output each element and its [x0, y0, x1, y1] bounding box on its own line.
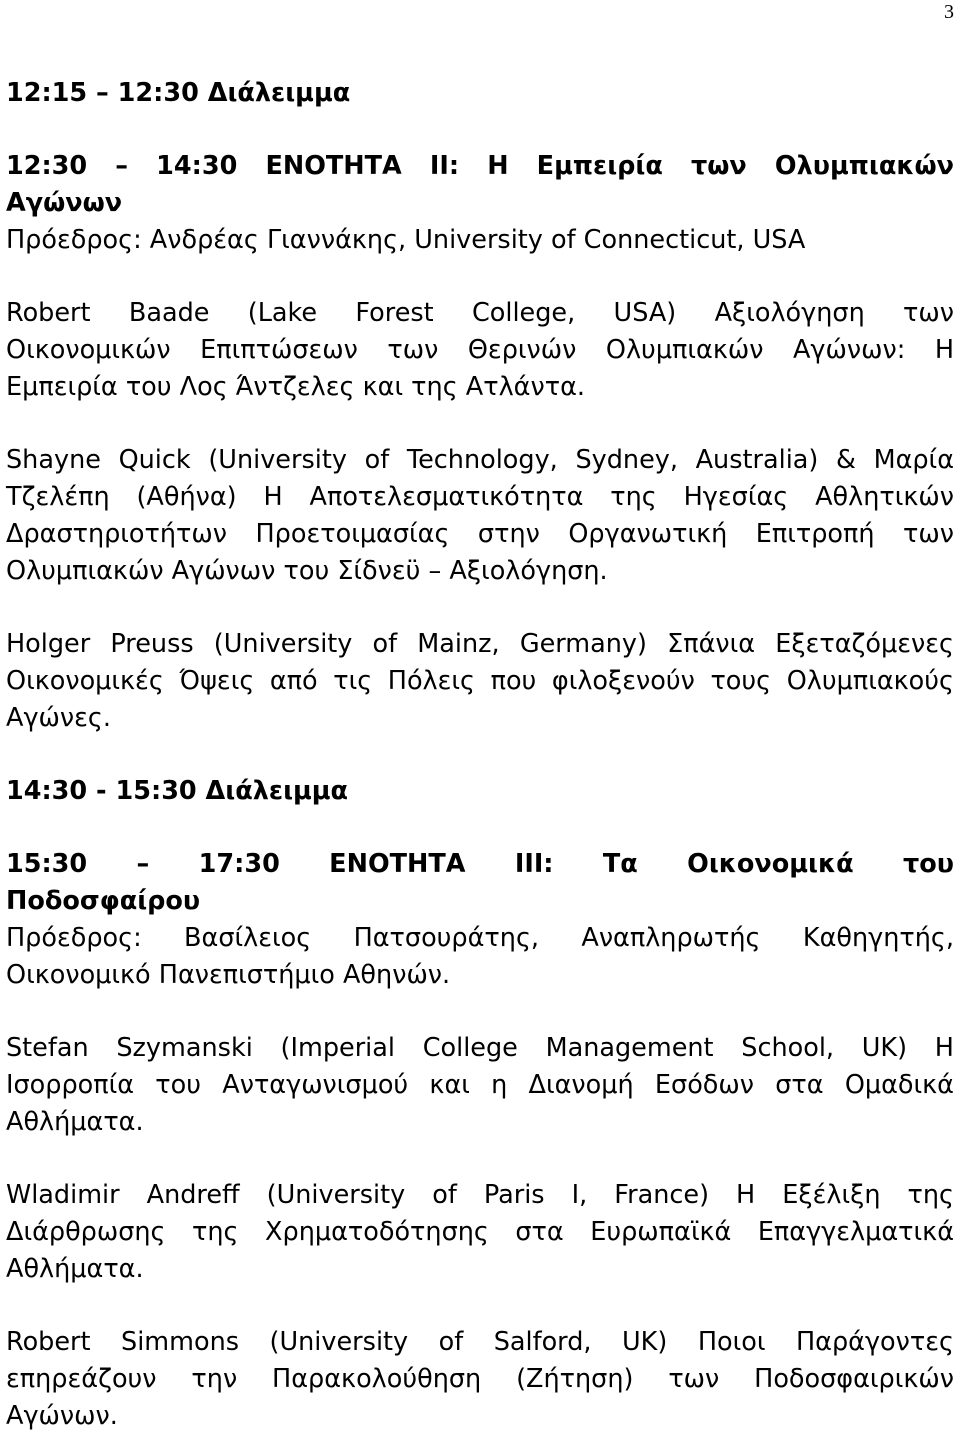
session-3-title-line-2: Ποδοσφαίρου — [6, 886, 201, 916]
session-2-title-line-2: Αγώνων — [6, 188, 123, 218]
session-2 — [6, 148, 954, 259]
paper-line: Wladimir Andreff (University of Paris I, France) Η Εξέλιξη της — [6, 1180, 954, 1210]
paper-line: Εμπειρία του Λος Άντζελες και της Ατλάντα. — [6, 372, 585, 402]
paper-simmons — [6, 1324, 954, 1435]
paper-line: Robert Simmons (University of Salford, UK) Ποιοι Παράγοντες — [6, 1327, 954, 1357]
page-number: 3 — [944, 1, 954, 23]
paper-baade — [6, 295, 954, 406]
program-content — [6, 75, 954, 1435]
paper-line: Αθλήματα. — [6, 1107, 144, 1137]
session-2-chair: Πρόεδρος: Ανδρέας Γιαννάκης, University of Connecticut, USA — [6, 225, 806, 255]
paper-line: Αθλήματα. — [6, 1254, 144, 1284]
paper-line: Holger Preuss (University of Mainz, Germany) Σπάνια Εξεταζόμενες — [6, 629, 954, 659]
paper-line: Αγώνες. — [6, 703, 111, 733]
paper-line: Ολυμπιακών Αγώνων του Σίδνεϋ – Αξιολόγηση. — [6, 556, 608, 586]
paper-line: Οικονομικών Επιπτώσεων των Θερινών Ολυμπιακών Αγώνων: Η — [6, 335, 954, 365]
paper-line: επηρεάζουν την Παρακολούθηση (Ζήτηση) των Ποδοσφαιρικών — [6, 1364, 954, 1394]
paper-line: Robert Baade (Lake Forest College, USA) Αξιολόγηση των — [6, 298, 954, 328]
paper-line: Shayne Quick (University of Technology, Sydney, Australia) & Μαρία — [6, 445, 954, 475]
session-3 — [6, 846, 954, 994]
paper-andreff — [6, 1177, 954, 1288]
paper-line: Δραστηριοτήτων Προετοιμασίας στην Οργανωτική Επιτροπή των — [6, 519, 954, 549]
paper-szymanski — [6, 1030, 954, 1141]
paper-line: Αγώνων. — [6, 1401, 118, 1431]
session-2-title-line-1: 12:30 – 14:30 ΕΝΟΤΗΤΑ ΙΙ: Η Εμπειρία των Ολυμπιακών — [6, 151, 954, 181]
break-heading-1: 12:15 – 12:30 Διάλειμμα — [6, 78, 351, 108]
paper-quick — [6, 442, 954, 590]
paper-line: Διάρθρωσης της Χρηματοδότησης στα Ευρωπαϊκά Επαγγελματικά — [6, 1217, 954, 1247]
paper-line: Ισορροπία του Ανταγωνισμού και η Διανομή Εσόδων στα Ομαδικά — [6, 1070, 954, 1100]
break-heading-2: 14:30 - 15:30 Διάλειμμα — [6, 776, 349, 806]
paper-line: Οικονομικές Όψεις από τις Πόλεις που φιλοξενούν τους Ολυμπιακούς — [6, 666, 954, 696]
session-3-chair-line-1: Πρόεδρος: Βασίλειος Πατσουράτης, Αναπληρωτής Καθηγητής, — [6, 923, 954, 953]
session-3-title-line-1: 15:30 – 17:30 ΕΝΟΤΗΤΑ ΙΙΙ: Τα Οικονομικά του — [6, 849, 954, 879]
paper-preuss — [6, 626, 954, 737]
paper-line: Τζελέπη (Αθήνα) Η Αποτελεσματικότητα της Ηγεσίας Αθλητικών — [6, 482, 954, 512]
session-3-chair-line-2: Οικονομικό Πανεπιστήμιο Αθηνών. — [6, 960, 451, 990]
paper-line: Stefan Szymanski (Imperial College Management School, UK) Η — [6, 1033, 954, 1063]
